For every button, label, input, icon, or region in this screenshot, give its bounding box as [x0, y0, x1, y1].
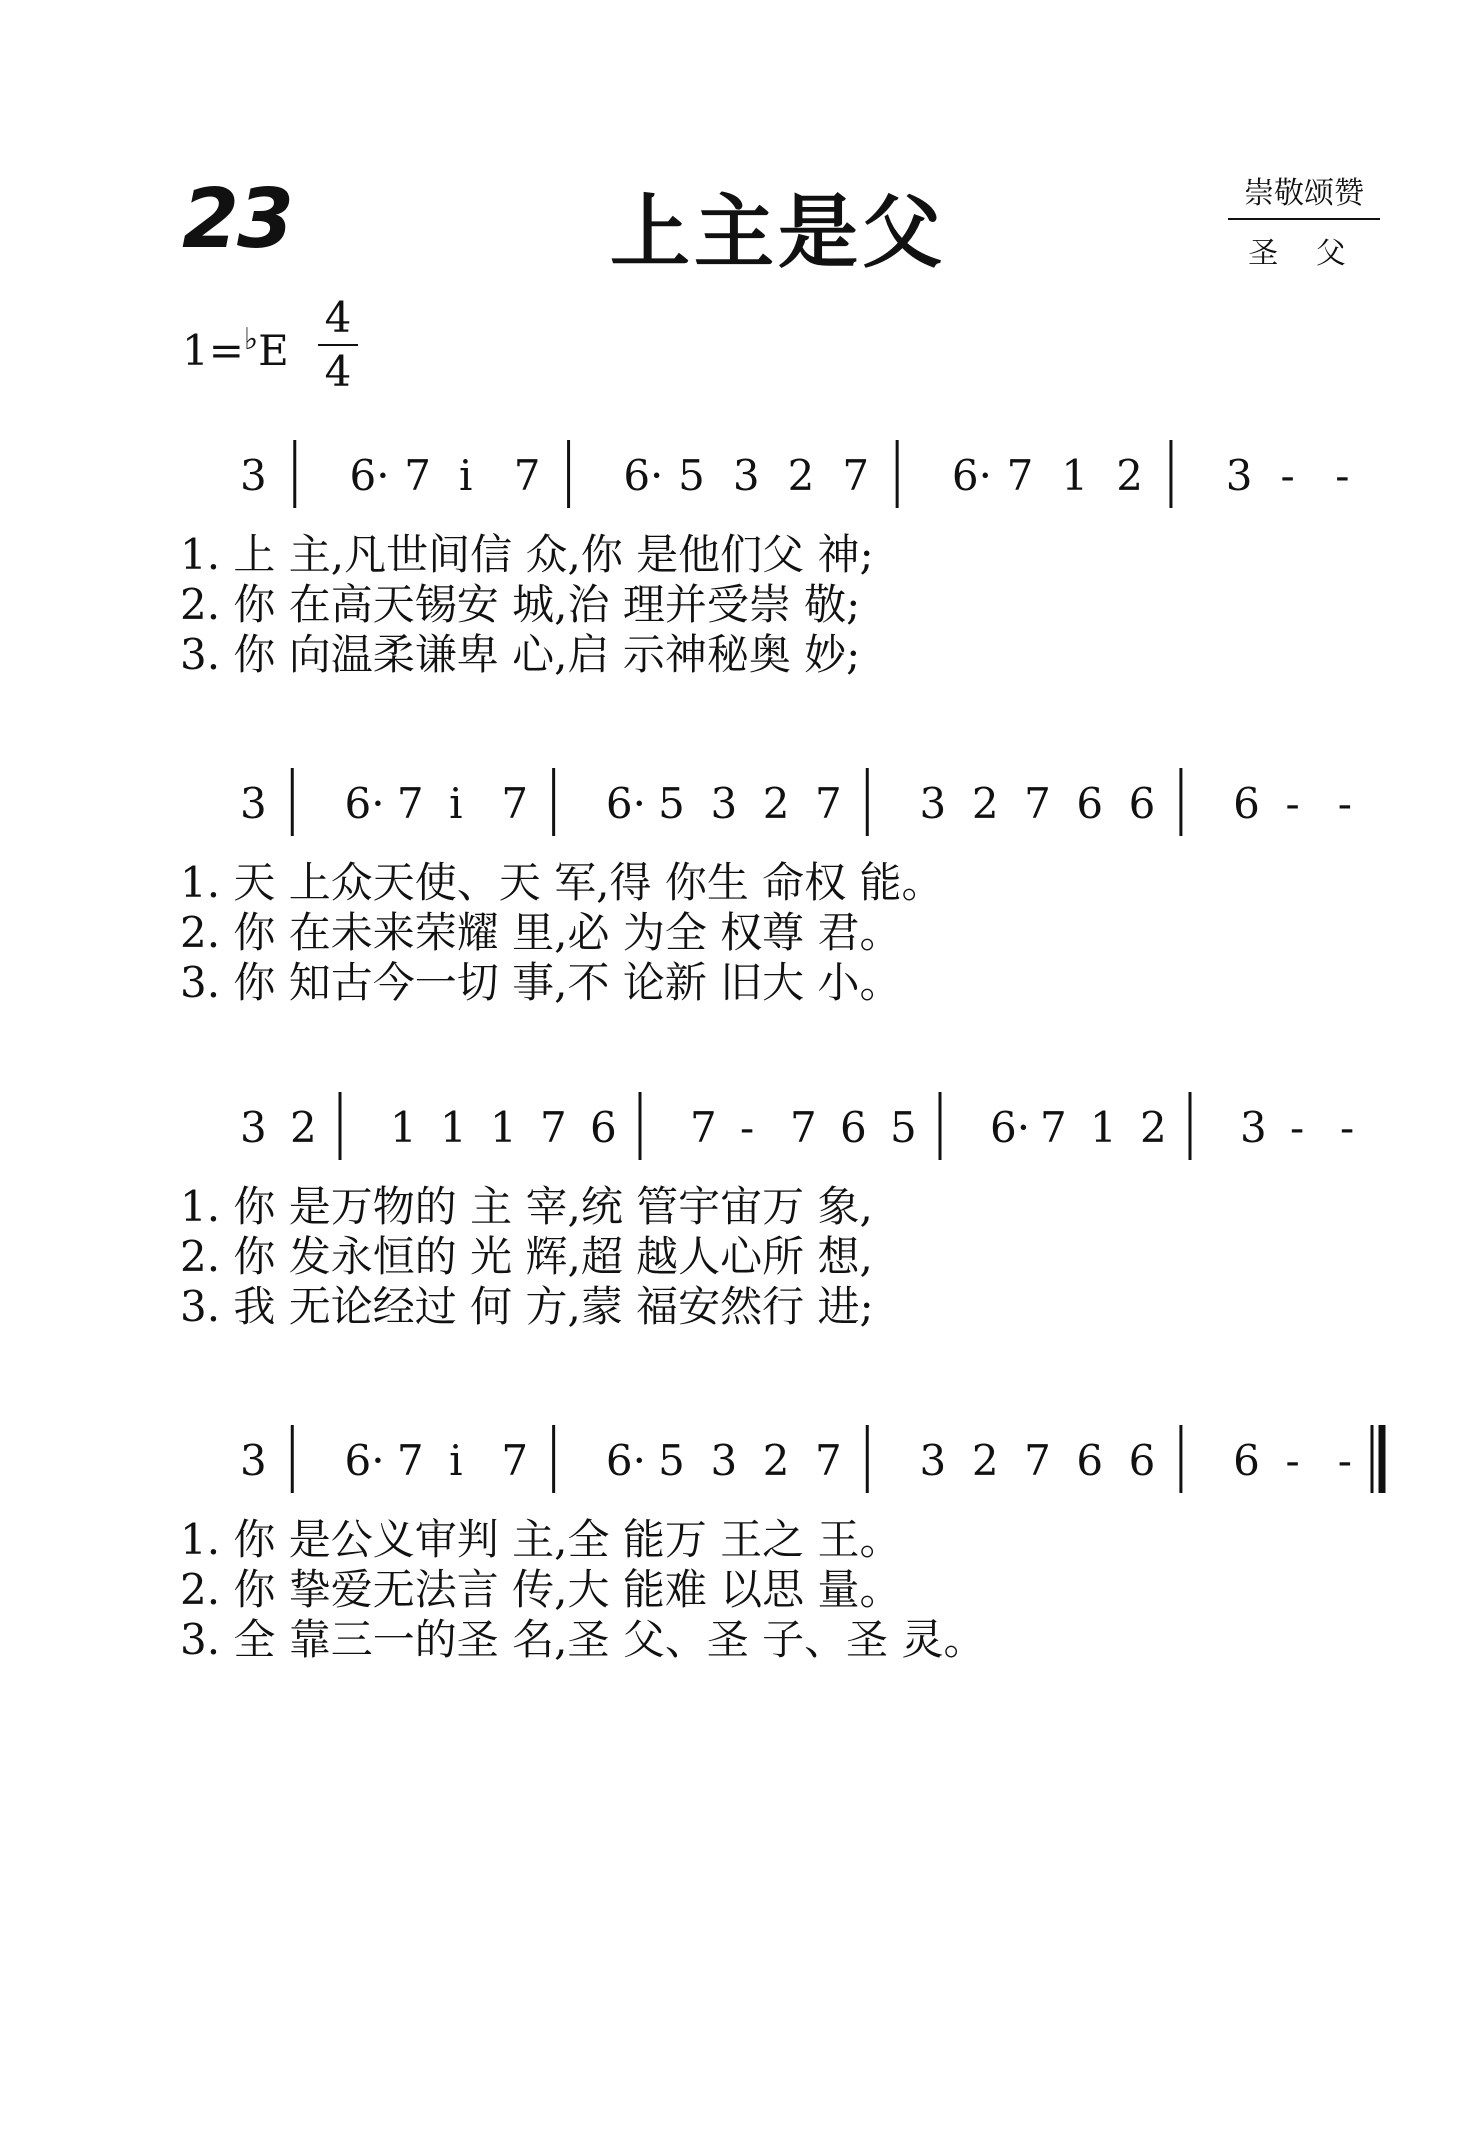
notes-row-4: [240, 1425, 1382, 1493]
key-signature: [182, 322, 289, 375]
note: 7: [690, 1103, 717, 1152]
flat-sign: ♭: [243, 322, 259, 357]
key-prefix: 1=: [182, 326, 244, 375]
note: 1: [490, 1103, 517, 1152]
note: 7: [790, 1103, 817, 1152]
note: 7: [501, 1436, 529, 1485]
note: 7: [1024, 1436, 1051, 1485]
note: 3: [240, 779, 267, 828]
note: 2: [1116, 451, 1143, 500]
time-signature: [318, 292, 358, 398]
note: 6: [840, 1103, 867, 1152]
notes-row-2: [240, 768, 1352, 836]
note: 3: [1225, 451, 1253, 500]
lyric-line: 2. 你 在高天锡安 城,治 理并受崇 敬;: [180, 580, 861, 629]
key-note: E: [258, 326, 289, 375]
note: 7: [842, 451, 870, 500]
note: 6·: [344, 1436, 385, 1485]
note: 6·: [990, 1103, 1031, 1152]
note: 5: [658, 779, 685, 828]
note: 6: [1233, 1436, 1260, 1485]
category-label: 崇敬颂赞: [1228, 168, 1380, 220]
note: 3: [710, 779, 738, 828]
note: 2: [971, 779, 999, 828]
note: 7: [1006, 451, 1034, 500]
note: i: [459, 451, 473, 500]
note: 7: [815, 779, 842, 828]
note: -: [1337, 1436, 1352, 1485]
lyric-line: 1. 天 上众天使、天 军,得 你生 命权 能。: [180, 858, 944, 907]
note: 7: [513, 451, 541, 500]
note: 7: [540, 1103, 567, 1152]
note: 1: [1061, 451, 1089, 500]
note: 6: [590, 1103, 617, 1152]
note: 6·: [605, 779, 646, 828]
note: 3: [919, 779, 947, 828]
note: -: [1290, 1103, 1305, 1152]
subcategory-label: 圣 父: [1248, 236, 1360, 271]
note: 6: [1076, 1436, 1104, 1485]
hymn-number: 23: [182, 172, 293, 267]
note: 3: [240, 1103, 267, 1152]
lyric-line: 3. 你 知古今一切 事,不 论新 旧大 小。: [180, 958, 902, 1007]
note: 2: [762, 779, 790, 828]
note: 3: [240, 1436, 267, 1485]
lyric-line: 3. 全 靠三一的圣 名,圣 父、圣 子、圣 灵。: [180, 1615, 986, 1664]
lyric-line: 1. 你 是公义审判 主,全 能万 王之 王。: [180, 1515, 902, 1564]
note: 2: [971, 1436, 999, 1485]
note: 3: [710, 1436, 738, 1485]
lyrics-block-3: [180, 1182, 874, 1332]
note: 6: [1233, 779, 1260, 828]
note: 3: [732, 451, 760, 500]
notation-system-1: [0, 420, 1476, 530]
note: 6: [1128, 779, 1156, 828]
category-box: [1228, 168, 1380, 272]
lyric-line: 2. 你 挚爱无法言 传,大 能难 以思 量。: [180, 1565, 902, 1614]
note: 6·: [951, 451, 992, 500]
note: 7: [501, 779, 529, 828]
note: -: [740, 1103, 755, 1152]
note: 7: [396, 779, 424, 828]
note: 1: [390, 1103, 417, 1152]
note: 2: [290, 1103, 317, 1152]
lyrics-block-1: [180, 530, 874, 680]
note: -: [1335, 451, 1350, 500]
lyrics-block-4: [180, 1515, 986, 1665]
note: 7: [815, 1436, 842, 1485]
lyric-line: 1. 上 主,凡世间信 众,你 是他们父 神;: [180, 530, 874, 579]
note: 6·: [623, 451, 664, 500]
meter-top: 4: [318, 292, 358, 346]
notes-row-3: [240, 1092, 1354, 1160]
note: -: [1285, 779, 1300, 828]
note: 2: [1140, 1103, 1167, 1152]
note: 6·: [344, 779, 385, 828]
lyric-line: 2. 你 发永恒的 光 辉,超 越人心所 想,: [180, 1232, 873, 1281]
note: 6: [1076, 779, 1104, 828]
notation-system-2: [0, 748, 1476, 858]
note: i: [449, 1436, 463, 1485]
notes-row-1: [240, 440, 1349, 508]
note: 7: [1024, 779, 1051, 828]
note: 7: [1040, 1103, 1067, 1152]
note: 6·: [349, 451, 390, 500]
note: -: [1285, 1436, 1300, 1485]
hymn-title: 上主是父: [610, 186, 946, 279]
note: 5: [678, 451, 705, 500]
notation-system-3: [0, 1072, 1476, 1182]
lyrics-block-2: [180, 858, 944, 1008]
note: -: [1280, 451, 1295, 500]
note: 2: [787, 451, 815, 500]
note: 6: [1128, 1436, 1156, 1485]
lyric-line: 3. 你 向温柔谦卑 心,启 示神秘奥 妙;: [180, 630, 861, 679]
note: -: [1340, 1103, 1355, 1152]
note: 7: [396, 1436, 424, 1485]
note: i: [449, 779, 463, 828]
note: -: [1337, 779, 1352, 828]
lyric-line: 1. 你 是万物的 主 宰,统 管宇宙万 象,: [180, 1182, 873, 1231]
meter-bottom: 4: [324, 347, 352, 396]
note: 3: [240, 451, 267, 500]
notation-system-4: [0, 1405, 1476, 1515]
note: 5: [658, 1436, 685, 1485]
note: 1: [1090, 1103, 1117, 1152]
note: 2: [762, 1436, 790, 1485]
note: 5: [890, 1103, 917, 1152]
note: 6·: [605, 1436, 646, 1485]
lyric-line: 3. 我 无论经过 何 方,蒙 福安然行 进;: [180, 1282, 874, 1331]
note: 7: [404, 451, 432, 500]
note: 3: [919, 1436, 947, 1485]
note: 1: [440, 1103, 467, 1152]
lyric-line: 2. 你 在未来荣耀 里,必 为全 权尊 君。: [180, 908, 902, 957]
note: 3: [1240, 1103, 1267, 1152]
